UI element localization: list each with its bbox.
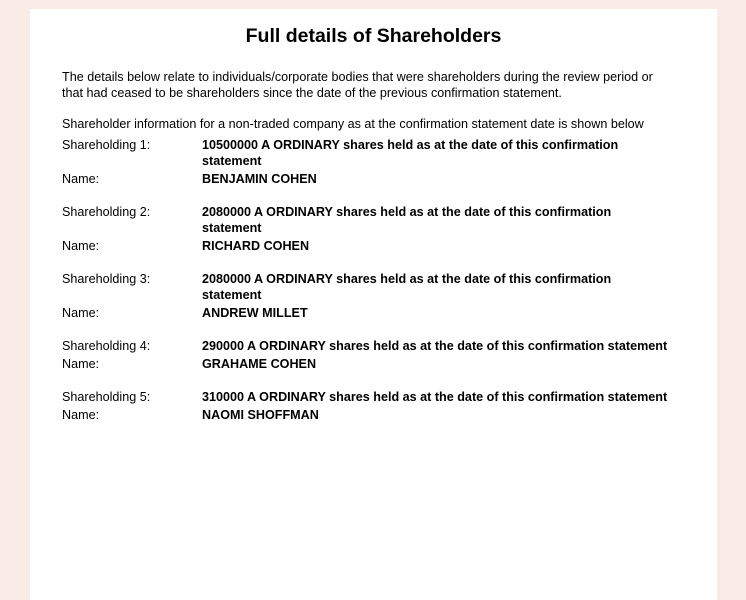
name-row xyxy=(62,407,685,423)
shareholder-name: GRAHAME COHEN xyxy=(202,357,317,371)
name-label: Name: xyxy=(62,239,100,253)
shareholding-label: Shareholding 4: xyxy=(62,339,151,353)
shareholding-5 xyxy=(62,389,685,423)
shareholding-row xyxy=(62,338,685,354)
info-paragraph: Shareholder information for a non-traded company as at the confirmation statement date is shown below xyxy=(62,117,644,131)
shareholder-name: NAOMI SHOFFMAN xyxy=(202,408,319,422)
shareholder-name: ANDREW MILLET xyxy=(202,306,308,320)
shareholding-detail: 310000 A ORDINARY shares held as at the date of this confirmation statement xyxy=(202,390,668,404)
shareholding-detail: 2080000 A ORDINARY shares held as at the date of this confirmation statement xyxy=(202,205,612,235)
shareholding-label: Shareholding 2: xyxy=(62,205,151,219)
shareholding-1 xyxy=(62,137,685,187)
name-row xyxy=(62,238,685,254)
shareholding-row xyxy=(62,389,685,405)
document-title: Full details of Shareholders xyxy=(245,25,502,47)
shareholding-row xyxy=(62,137,685,169)
shareholding-detail: 10500000 A ORDINARY shares held as at the date of this confirmation statement xyxy=(202,138,619,168)
name-row xyxy=(62,305,685,321)
name-row xyxy=(62,356,685,372)
shareholding-detail: 2080000 A ORDINARY shares held as at the date of this confirmation statement xyxy=(202,272,612,302)
shareholding-label: Shareholding 1: xyxy=(62,138,151,152)
shareholder-name: BENJAMIN COHEN xyxy=(202,172,317,186)
name-label: Name: xyxy=(62,357,100,371)
shareholding-3 xyxy=(62,271,685,321)
shareholdings-list xyxy=(62,137,685,423)
shareholding-4 xyxy=(62,338,685,372)
intro-paragraph: The details below relate to individuals/corporate bodies that were shareholders during the review period or that had ceased to be shareholders since the date of the previous confirmation statement. xyxy=(62,70,653,100)
name-row xyxy=(62,171,685,187)
shareholding-row xyxy=(62,271,685,303)
shareholder-name: RICHARD COHEN xyxy=(202,239,310,253)
shareholding-label: Shareholding 5: xyxy=(62,390,151,404)
shareholding-label: Shareholding 3: xyxy=(62,272,151,286)
shareholding-row xyxy=(62,204,685,236)
name-label: Name: xyxy=(62,306,100,320)
shareholding-detail: 290000 A ORDINARY shares held as at the date of this confirmation statement xyxy=(202,339,668,353)
name-label: Name: xyxy=(62,172,100,186)
name-label: Name: xyxy=(62,408,100,422)
shareholding-2 xyxy=(62,204,685,254)
document-page xyxy=(30,9,717,600)
